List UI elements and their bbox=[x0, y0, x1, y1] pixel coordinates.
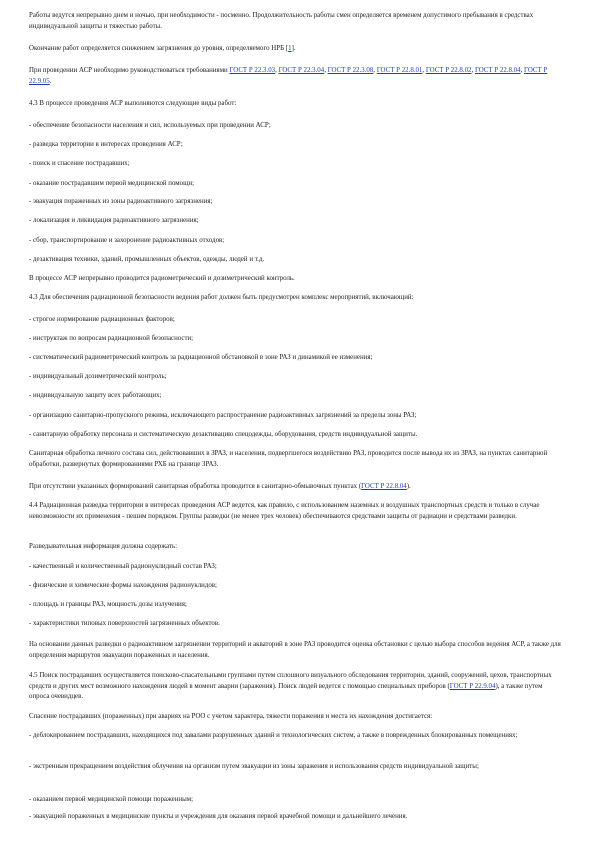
paragraph-text: - организацию санитарно-пропускного режима, исключающего распространение радиоактивных загрязнений за пределы зоны РАЗ; bbox=[29, 412, 417, 419]
paragraph bbox=[29, 482, 564, 493]
reference-link[interactable]: ГОСТ Р 22.8.01 bbox=[376, 67, 423, 74]
paragraph bbox=[29, 44, 564, 55]
list-item bbox=[29, 411, 564, 422]
paragraph-text: - характеристики типовых поверхностей загрязненных объектов. bbox=[29, 620, 220, 627]
paragraph-text: - санитарную обработку персонала и систематическую дезактивацию спецодежды, оборудования, средств индивидуальной защиты. bbox=[29, 431, 418, 438]
paragraph bbox=[29, 11, 564, 32]
paragraph-text: 4.4 Радиационная разведка территории в интересах проведения АСР ведется, как правило, с использованием наземных и воздушных транспортных средств и только в случае невозможности их применения - пешим порядком. Группы разведки (не менее трех человек) обеспечиваются средствами защиты от радиации и средствами разведки. bbox=[29, 502, 540, 520]
paragraph-text: Окончание работ определяется снижением загрязнения до уровня, определяемого НРБ [ bbox=[29, 45, 289, 52]
list-item bbox=[29, 391, 564, 402]
section-heading bbox=[29, 293, 564, 304]
paragraph-text: - инструктаж по вопросам радиационной безопасности; bbox=[29, 335, 194, 342]
reference-link[interactable]: ГОСТ Р 22.9.05 bbox=[29, 67, 548, 85]
list-item bbox=[29, 255, 564, 266]
list-item bbox=[29, 581, 564, 592]
paragraph-text: - индивидуальный дозиметрический контроль; bbox=[29, 373, 167, 380]
paragraph-text: Работы ведутся непрерывно днем и ночью, при необходимости - посменно. Продолжительность работы смен определяется временем допустимого пребывания в средствах индивидуальной защиты и тяжестью работы. bbox=[29, 12, 534, 30]
paragraph-text: - индивидуальную защиту всех работающих; bbox=[29, 392, 162, 399]
paragraph-text: При проведении АСР необходимо руководствоваться требованиями bbox=[29, 67, 230, 74]
paragraph-text: Спасение пострадавших (пораженных) при авариях на РОО с учетом характера, тяжести поражения и места их нахождения достигается: bbox=[29, 713, 433, 720]
section-heading bbox=[29, 99, 564, 110]
list-item bbox=[29, 159, 564, 170]
paragraph-text: - качественный и количественный радионуклидный состав РАЗ; bbox=[29, 563, 217, 570]
paragraph bbox=[29, 66, 564, 87]
section-heading bbox=[29, 671, 564, 703]
list-item bbox=[29, 430, 564, 441]
list-item bbox=[29, 121, 564, 132]
paragraph-text: - деблокированием пострадавших, находящихся под завалами разрушенных зданий и технологических систем, а также в поврежденных блокированных помещениях; bbox=[29, 732, 518, 739]
paragraph-text: - строгое нормирование радиационных факторов; bbox=[29, 316, 175, 323]
paragraph-text: - обеспечение безопасности населения и сил, используемых при проведении АСР; bbox=[29, 122, 271, 129]
reference-link[interactable]: ГОСТ Р 22.9.04 bbox=[449, 682, 496, 690]
paragraph-text: - разведка территории в интересах проведения АСР; bbox=[29, 141, 183, 148]
list-item bbox=[29, 334, 564, 345]
paragraph bbox=[29, 712, 564, 723]
paragraph-text: - экстренным прекращением воздействия облучения на организм путем эвакуации из зоны заражения и использования средств индивидуальной защиты; bbox=[29, 763, 479, 770]
reference-link[interactable]: ГОСТ Р 22.3.03 bbox=[229, 67, 276, 74]
list-item bbox=[29, 372, 564, 383]
paragraph-text: , bbox=[422, 67, 426, 74]
paragraph-text: - сбор, транспортирование и захоронение радиоактивных отходов; bbox=[29, 237, 225, 244]
paragraph-text: - эвакуацией пораженных в медицинские пункты и учреждения для оказания первой врачебной помощи и дальнейшего лечения. bbox=[29, 813, 408, 820]
paragraph-text: ). bbox=[406, 483, 411, 490]
list-item bbox=[29, 619, 564, 630]
list-item bbox=[29, 795, 564, 806]
list-item bbox=[29, 812, 564, 823]
paragraph-text: - дезактивация техники, зданий, промышленных объектов, одежды, людей и т.д. bbox=[29, 256, 265, 263]
paragraph-text: , bbox=[373, 67, 377, 74]
paragraph-text: ]. bbox=[291, 45, 296, 52]
paragraph-text: На основании данных разведки о радиоактивном загрязнении территорий и акваторий в зоне РАЗ проводится оценка обстановки с целью выбора способов ведения АСР, а также для определения маршрутов эвакуации пораженных и населения. bbox=[29, 641, 561, 659]
paragraph bbox=[29, 274, 564, 285]
paragraph-text: - эвакуация пораженных из зоны радиоактивного загрязнения; bbox=[29, 198, 213, 205]
reference-link[interactable]: ГОСТ Р 22.8.02 bbox=[425, 67, 472, 74]
list-item bbox=[29, 197, 564, 208]
paragraph-text: 4.5 Поиск пострадавших осуществляется поисково-спасательными группами путем сплошного визуального обследования территории, зданий, сооружений, цехов, транспортных средств и других мест возможного нахождения людей в момент аварии (заражения). Поиск людей ведется с помощью специальных приборов ( bbox=[29, 672, 552, 690]
paragraph-text: - локализация и ликвидация радиоактивного загрязнения; bbox=[29, 217, 199, 224]
paragraph bbox=[29, 542, 564, 553]
paragraph-text: - поиск и спасение пострадавших; bbox=[29, 160, 130, 167]
paragraph-text: - оказание пострадавшим первой медицинской помощи; bbox=[29, 180, 195, 187]
paragraph-text: Санитарная обработка личного состава сил, действовавших в ЗРАЗ, и населения, подвергшегося воздействию РАЗ, проводится после вывода их из ЗРАЗ, на пунктах санитарной обработки, развернутых формированиями РХБ на границе ЗРАЗ. bbox=[29, 450, 548, 468]
paragraph-text: - площадь и границы РАЗ, мощность дозы излучения; bbox=[29, 601, 187, 608]
paragraph-text: Разведывательная информация должна содержать: bbox=[29, 543, 178, 550]
list-item bbox=[29, 140, 564, 151]
paragraph-text: - оказанием первой медицинской помощи пораженным; bbox=[29, 796, 193, 803]
list-item bbox=[29, 600, 564, 611]
paragraph-text: 4.3 В процессе проведения АСР выполняются следующие виды работ: bbox=[29, 100, 237, 107]
reference-link[interactable]: ГОСТ Р 22.8.04 bbox=[361, 483, 407, 490]
reference-link[interactable]: ГОСТ Р 22.3.08 bbox=[327, 67, 374, 74]
paragraph-text: , bbox=[324, 67, 328, 74]
paragraph-text: , bbox=[471, 67, 475, 74]
paragraph bbox=[29, 640, 564, 661]
paragraph-text: . bbox=[49, 77, 52, 85]
reference-link[interactable]: ГОСТ Р 22.8.04 bbox=[474, 67, 521, 74]
list-item bbox=[29, 353, 564, 364]
list-item bbox=[29, 731, 564, 742]
paragraph-text: ), а также путем опроса очевидцев. bbox=[29, 682, 543, 700]
list-item bbox=[29, 562, 564, 573]
list-item bbox=[29, 236, 564, 247]
list-item bbox=[29, 179, 564, 190]
paragraph-text: 4.3 Для обеспечения радиационной безопасности ведения работ должен быть предусмотрен комплекс мероприятий, включающий: bbox=[29, 294, 414, 301]
paragraph-text: При отсутствии указанных формирований санитарная обработка проводится в санитарно-обмывочных пунктах ( bbox=[29, 483, 362, 490]
reference-link[interactable]: 1 bbox=[288, 45, 292, 52]
reference-link[interactable]: ГОСТ Р 22.3.04 bbox=[278, 67, 325, 74]
list-item bbox=[29, 315, 564, 326]
list-item bbox=[29, 762, 564, 773]
paragraph-text: , bbox=[520, 67, 525, 74]
paragraph-text: - систематический радиометрический контроль за радиационной обстановкой в зоне РАЗ и динамикой ее изменения; bbox=[29, 354, 373, 361]
paragraph-text: - физические и химические формы нахождения радионуклидов; bbox=[29, 582, 217, 589]
paragraph-text: В процессе АСР непрерывно проводится радиометрический и дозиметрический контроль. bbox=[29, 275, 295, 282]
list-item bbox=[29, 216, 564, 227]
paragraph-text: , bbox=[275, 67, 279, 74]
paragraph bbox=[29, 449, 564, 470]
section-heading bbox=[29, 501, 564, 522]
